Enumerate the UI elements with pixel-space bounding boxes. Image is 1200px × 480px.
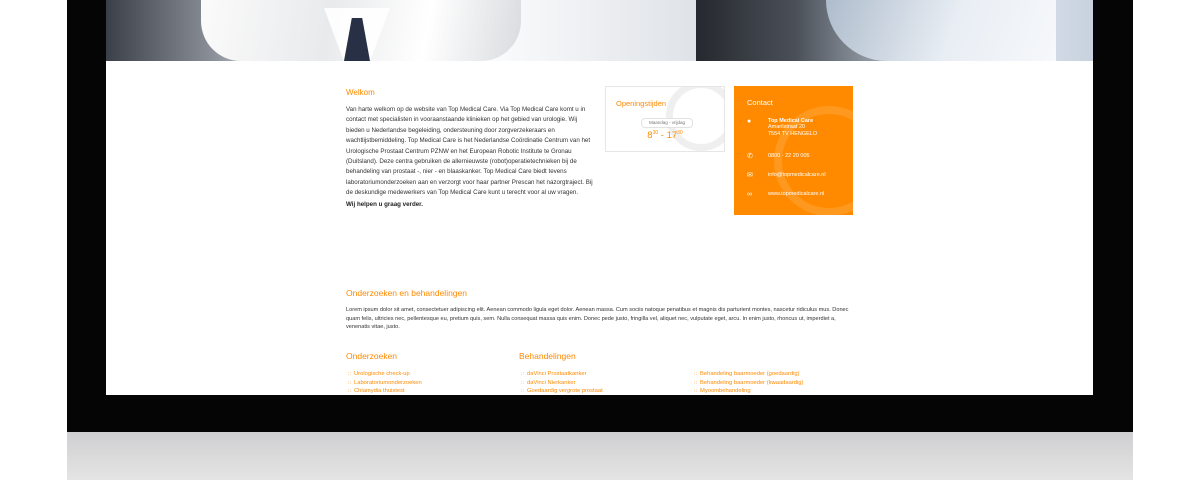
hero-image <box>106 0 1093 61</box>
opening-days: Maandag - vrijdag <box>641 118 693 128</box>
map-marker-icon: ● <box>747 118 752 125</box>
list-item[interactable]: ∷ Myoombehandeling <box>694 388 751 394</box>
list-item[interactable]: ∷ Behandeling baarmoeder (goedaardig) <box>694 371 800 377</box>
behandelingen-list-2 <box>694 370 803 396</box>
contact-name: Top Medical Care <box>768 118 814 124</box>
contact-street: Amarilstraat 20 <box>768 124 805 131</box>
opening-hours-card <box>605 86 725 152</box>
welcome-block <box>346 88 596 210</box>
list-item[interactable]: ∷ daVinci Prostaatkanker <box>521 371 587 377</box>
onderzoeken-title: Onderzoeken <box>346 351 398 361</box>
device-stand <box>67 432 1133 480</box>
list-item[interactable]: ∷ Chlamydia thuistest <box>348 388 405 394</box>
behandelingen-title: Behandelingen <box>519 351 576 361</box>
contact-city: 7554 TV HENGELO <box>768 130 818 137</box>
list-item[interactable]: ∷ Urologische check-up <box>348 371 410 377</box>
opening-time: $8^{30} - 17^{30}$ <box>647 130 683 142</box>
onderzoeken-list <box>348 370 422 396</box>
contact-title: Contact <box>747 98 773 107</box>
welcome-closing: Wij helpen u graag verder. <box>346 200 423 208</box>
grid-bullet-icon: ∷ <box>694 379 698 386</box>
welcome-text: Van harte welkom op de website van Top Medical Care. Via Top Medical Care komt u in contact met specialisten in vooraanstaande klinieken op het gebied van urologie. Wij bieden u Nederlandse begeleiding, ondersteuning door zorgverzekeraars en wachtlijstbemiddeling. Top Medical Care is het Nederlandse Coördinatie Centrum van het Urologische Prostaat Centrum PZNW en het European Robotic Institute te Gronau (Duitsland). Deze centra gebruiken de allernieuwste (robot)operatietechnieken bij de behandeling van prostaat -, nier - en blaaskanker. Top Medical Care biedt tevens laboratoriumonderzoeken aan en verzorgt voor haar partner Prescan het nazorgtraject. Bij de deskundige medewerkers van Top Medical Care kunt u terecht voor al uw vragen. <box>346 106 593 197</box>
grid-bullet-icon: ∷ <box>694 371 698 377</box>
envelope-icon: ✉ <box>747 172 753 179</box>
phone-icon: ✆ <box>747 153 753 160</box>
section-title: Onderzoeken en behandelingen <box>346 288 467 298</box>
contact-card: Contact ● Top Medical Care Amarilstraat 20 7554 TV HENGELO ✆ 0800 - 22 20 005 ✉ info@topmedicalcare.nl ∞ www.topmedicalcare.nl <box>734 86 853 215</box>
list-item[interactable]: ∷ Laboratoriumonderzoeken <box>348 379 422 386</box>
grid-bullet-icon: ∷ <box>521 379 525 386</box>
welcome-title: Welkom <box>346 88 375 97</box>
grid-bullet-icon: ∷ <box>521 371 525 377</box>
list-item[interactable]: ∷ Behandeling baarmoeder (kwaadaardig) <box>694 379 804 386</box>
link-icon: ∞ <box>747 191 752 198</box>
list-item[interactable]: ∷ Goedaardig vergrote prostaat <box>521 388 603 394</box>
grid-bullet-icon: ∷ <box>348 388 352 394</box>
grid-bullet-icon: ∷ <box>348 379 352 386</box>
device-bezel-bottom <box>106 395 1093 432</box>
website-screen <box>106 0 1093 395</box>
behandelingen-list <box>521 370 603 396</box>
grid-bullet-icon: ∷ <box>521 388 525 394</box>
list-item[interactable]: ∷ daVinci Nierkanker <box>521 379 576 386</box>
grid-bullet-icon: ∷ <box>348 371 352 377</box>
section-text: Lorem ipsum dolor sit amet, consectetuer adipiscing elit. Aenean commodo ligula eget dolor. Aenean massa. Cum sociis natoque penatibus et magnis dis parturient montes, nascetur ridiculus mus. Donec quam felis, ultricies nec, pellentesque eu, pretium quis, sem. Nulla consequat massa quis enim. Donec pede justo, fringilla vel, aliquet nec, vulputate eget, arcu. In enim justo, rhoncus ut, imperdiet a, venenatis vitae, justo. <box>346 307 849 331</box>
grid-bullet-icon: ∷ <box>694 388 698 394</box>
opening-hours-title: Openingstijden <box>616 99 667 108</box>
